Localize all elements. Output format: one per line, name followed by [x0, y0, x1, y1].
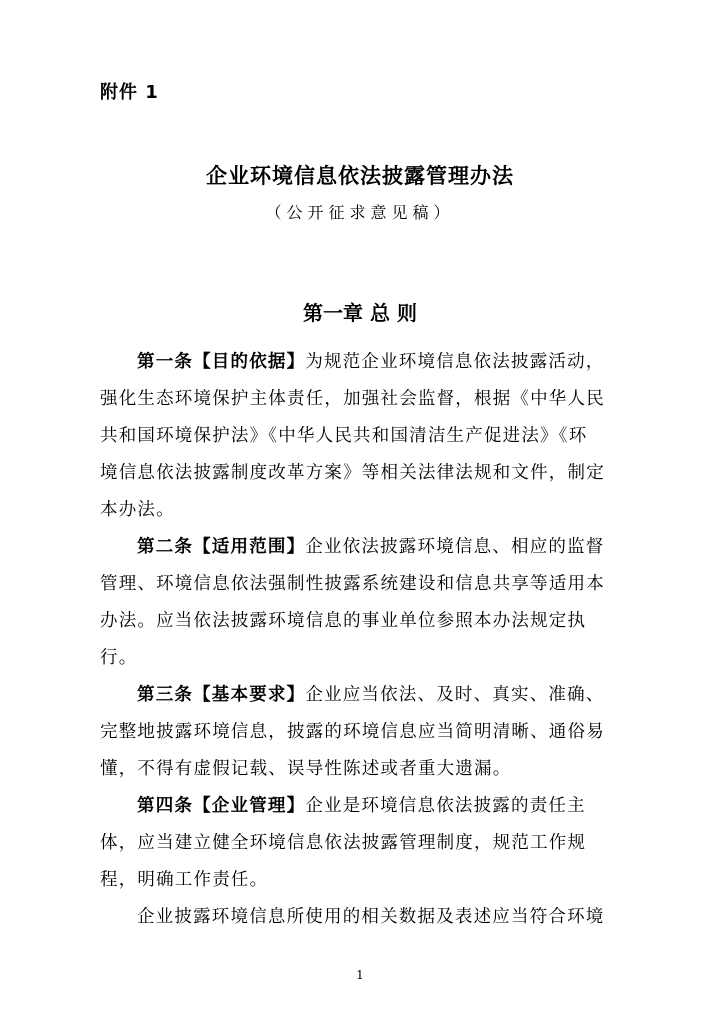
article-text: 企业依法披露环境信息、相应的监督	[305, 537, 605, 557]
document-title: 企业环境信息依法披露管理办法	[206, 163, 514, 188]
article-3-line-1	[137, 681, 620, 706]
article-2-label: 第二条【适用范围】	[137, 537, 306, 557]
document-subtitle: （公开征求意见稿）	[265, 203, 455, 222]
continuation-paragraph: 企业披露环境信息所使用的相关数据及表述应当符合环境	[137, 907, 605, 927]
article-2-line-1	[137, 533, 620, 558]
article-1-label: 第一条【目的依据】	[137, 352, 306, 372]
article-3-line-3: 懂，不得有虚假记载、误导性陈述或者重大遗漏。	[100, 759, 512, 779]
chapter-heading: 第一章 总 则	[303, 301, 417, 325]
article-3-line-2: 完整地披露环境信息，披露的环境信息应当简明清晰、通俗易	[100, 722, 605, 742]
article-4-line-1	[137, 792, 620, 817]
attachment-label: 附件 1	[100, 82, 159, 103]
article-4-line-2: 体，应当建立健全环境信息依法披露管理制度，规范工作规	[100, 833, 587, 853]
article-4-label: 第四条【企业管理】	[137, 796, 306, 816]
article-2-line-4: 行。	[100, 648, 138, 668]
article-1-line-5: 本办法。	[100, 500, 175, 520]
article-text: 企业应当依法、及时、真实、准确、	[305, 685, 605, 705]
article-text: 企业是环境信息依法披露的责任主	[305, 796, 586, 816]
article-4-line-3: 程，明确工作责任。	[100, 870, 269, 890]
article-1-line-4: 境信息依法披露制度改革方案》等相关法律法规和文件，制定	[100, 463, 605, 483]
article-1-line-3: 共和国环境保护法》《中华人民共和国清洁生产促进法》《环	[100, 426, 588, 446]
article-1-line-2: 强化生态环境保护主体责任，加强社会监督，根据《中华人民	[100, 389, 605, 409]
page-number: 1	[356, 968, 364, 982]
article-2-line-2: 管理、环境信息依法强制性披露系统建设和信息共享等适用本	[100, 574, 605, 594]
article-text: 为规范企业环境信息依法披露活动，	[305, 352, 605, 372]
article-1-line-1	[137, 348, 620, 373]
article-3-label: 第三条【基本要求】	[137, 685, 306, 705]
article-2-line-3: 办法。应当依法披露环境信息的事业单位参照本办法规定执	[100, 611, 587, 631]
